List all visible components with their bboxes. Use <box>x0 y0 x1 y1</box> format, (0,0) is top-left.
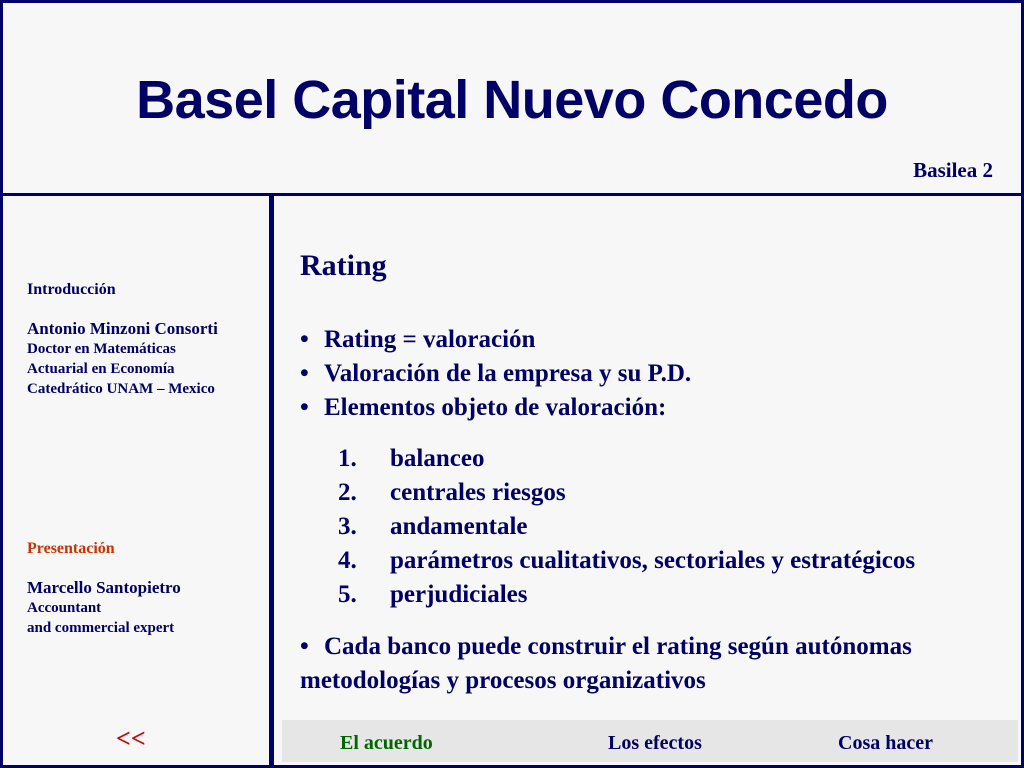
presentation-section <box>27 540 181 638</box>
header <box>0 0 1024 196</box>
page-title: Basel Capital Nuevo Concedo <box>136 70 888 130</box>
item-text: perjudiciales <box>390 581 528 608</box>
item-text: parámetros cualitativos, sectoriales y estratégicos <box>390 547 916 574</box>
nav-cosa-hacer[interactable]: Cosa hacer <box>838 732 933 754</box>
numbered-item <box>338 510 915 544</box>
intro-line: Catedrático UNAM – Mexico <box>27 381 215 397</box>
item-text: balanceo <box>390 445 485 472</box>
bullet-item: • Elementos objeto de valoración: <box>300 391 691 425</box>
main-content <box>274 196 1024 768</box>
item-text: centrales riesgos <box>390 479 566 506</box>
item-number: 4. <box>338 547 357 574</box>
item-number: 5. <box>338 581 357 608</box>
nav-los-efectos[interactable]: Los efectos <box>608 732 702 754</box>
presentation-line: Accountant <box>27 600 102 616</box>
intro-section <box>27 281 218 399</box>
bullet-list <box>300 323 691 425</box>
numbered-item <box>338 544 915 578</box>
numbered-list <box>338 442 915 612</box>
numbered-item <box>338 578 915 612</box>
intro-line: Actuarial en Economía <box>27 361 175 377</box>
item-text: andamentale <box>390 513 528 540</box>
presentation-line: and commercial expert <box>27 620 175 636</box>
bottom-nav <box>282 720 1018 762</box>
bullet-dot: • <box>300 633 309 660</box>
nav-el-acuerdo[interactable]: El acuerdo <box>340 732 433 754</box>
presentation-heading[interactable]: Presentación <box>27 540 115 557</box>
item-number: 3. <box>338 513 357 540</box>
numbered-item <box>338 476 915 510</box>
item-number: 1. <box>338 445 357 472</box>
sidebar <box>0 196 274 768</box>
item-number: 2. <box>338 479 357 506</box>
numbered-item <box>338 442 915 476</box>
intro-name: Antonio Minzoni Consorti <box>27 319 218 338</box>
back-button[interactable]: << <box>116 724 146 753</box>
page-subtitle: Basilea 2 <box>913 158 993 182</box>
closing-bullet <box>300 630 1010 698</box>
closing-text: Cada banco puede construir el rating según autónomas metodologías y procesos organizativos <box>300 633 912 694</box>
presentation-name: Marcello Santopietro <box>27 578 181 597</box>
slide-heading: Rating <box>300 249 387 282</box>
intro-line: Doctor en Matemáticas <box>27 341 176 357</box>
bullet-item: • Valoración de la empresa y su P.D. <box>300 357 691 391</box>
bullet-item: • Rating = valoración <box>300 323 691 357</box>
intro-heading[interactable]: Introducción <box>27 281 116 298</box>
